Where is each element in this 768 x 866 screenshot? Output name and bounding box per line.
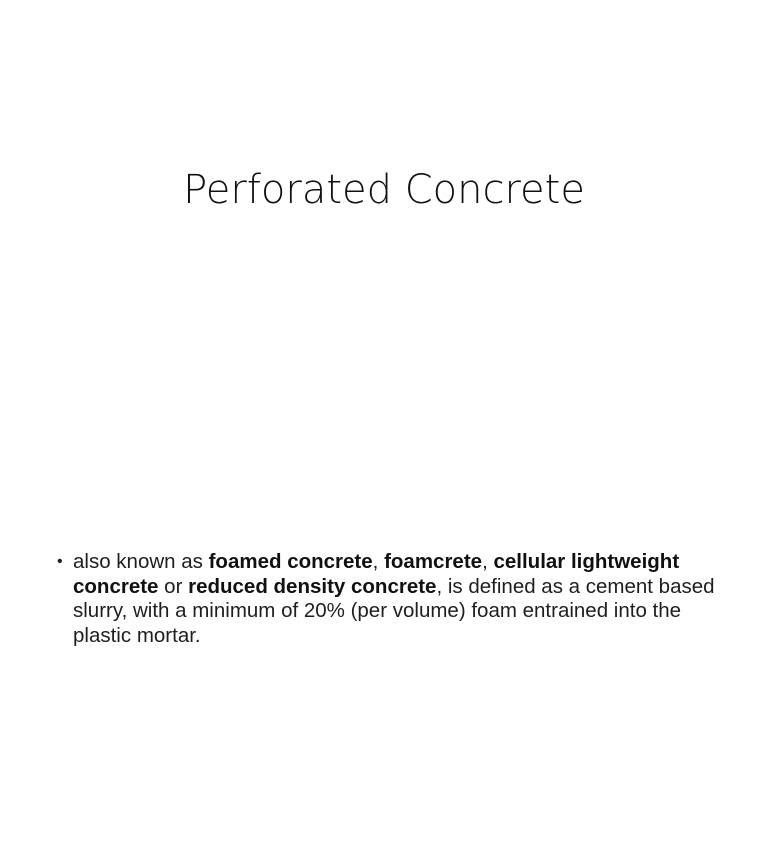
bullet-item	[56, 550, 716, 648]
text-segment: or	[158, 574, 189, 598]
text-segment: entrained into the plastic	[73, 599, 682, 647]
term-mortar: mortar	[136, 623, 195, 647]
text-segment: ,	[482, 550, 494, 573]
term-cellular-lightweight-concrete: cellular lightweight concrete	[73, 550, 680, 598]
bullet-marker: •	[57, 553, 63, 570]
term-foamed-concrete: foamed concrete	[208, 550, 373, 573]
term-foamcrete: foamcrete	[384, 550, 483, 573]
term-reduced-density-concrete: reduced density concrete	[188, 574, 437, 598]
bullet-list	[56, 550, 716, 648]
text-segment: .	[194, 623, 201, 647]
slide-title: Perforated Concrete	[183, 167, 585, 213]
text-segment: ,	[372, 550, 385, 573]
text-segment: , is defined as a cement based slurry, with a minimum of 20% (per volume)	[73, 574, 715, 622]
term-foam: foam	[471, 599, 517, 622]
text-segment: also known as	[73, 550, 209, 573]
bullet-text	[73, 550, 715, 647]
